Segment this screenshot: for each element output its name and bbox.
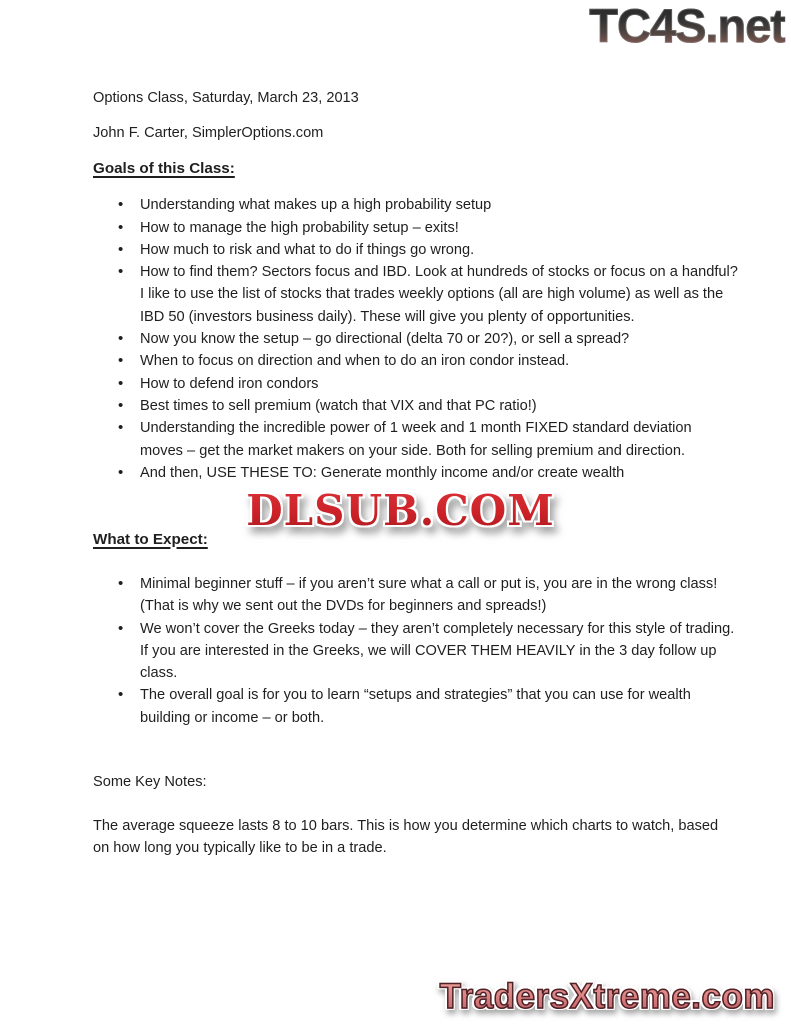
goals-heading: Goals of this Class: (93, 159, 235, 177)
goals-list (93, 194, 738, 484)
tc4s-watermark: TC4S.net (589, 0, 785, 52)
list-item: • How to defend iron condors (93, 373, 738, 395)
notes-paragraph: The average squeeze lasts 8 to 10 bars. This is how you determine which charts to watch, based on how long you typically like to be in a trade. (93, 817, 719, 857)
list-item: • How much to risk and what to do if things go wrong. (93, 239, 738, 261)
list-item: • Understanding the incredible power of 1 week and 1 month FIXED standard deviation moves – get the market makers on your side. Both for selling premium and direction. (93, 417, 738, 462)
date-line: Options Class, Saturday, March 23, 2013 (93, 90, 359, 106)
list-item: • Best times to sell premium (watch that VIX and that PC ratio!) (93, 395, 738, 417)
expect-heading: What to Expect: (93, 530, 208, 548)
expect-list (93, 573, 738, 729)
author-line: John F. Carter, SimplerOptions.com (93, 125, 324, 142)
list-item: • We won’t cover the Greeks today – they aren’t completely necessary for this style of trading. If you are interested in the Greeks, we will COVER THEM HEAVILY in the 3 day follow up class. (93, 618, 738, 685)
list-item: • Understanding what makes up a high probability setup (93, 194, 738, 216)
list-item: • The overall goal is for you to learn “setups and strategies” that you can use for wealth building or income – or both. (93, 684, 738, 729)
list-item: • How to manage the high probability setup – exits! (93, 217, 738, 239)
dlsub-stamp: DLSUB.COM (246, 486, 555, 535)
notes-heading: Some Key Notes: (93, 773, 207, 790)
list-item: • How to find them? Sectors focus and IBD. Look at hundreds of stocks or focus on a handful? I like to use the list of stocks that trades weekly options (all are high volume) as well as the IBD 50 (investors business daily). These will give you plenty of opportunities. (93, 261, 738, 328)
list-item: • Now you know the setup – go directional (delta 70 or 20?), or sell a spread? (93, 328, 738, 350)
list-item: • And then, USE THESE TO: Generate monthly income and/or create wealth (93, 462, 738, 484)
list-item: • When to focus on direction and when to do an iron condor instead. (93, 350, 738, 372)
tradersxtreme-watermark: TradersXtreme.com (439, 977, 775, 1016)
list-item: • Minimal beginner stuff – if you aren’t sure what a call or put is, you are in the wrong class! (That is why we sent out the DVDs for beginners and spreads!) (93, 573, 738, 618)
document-body (93, 0, 738, 860)
